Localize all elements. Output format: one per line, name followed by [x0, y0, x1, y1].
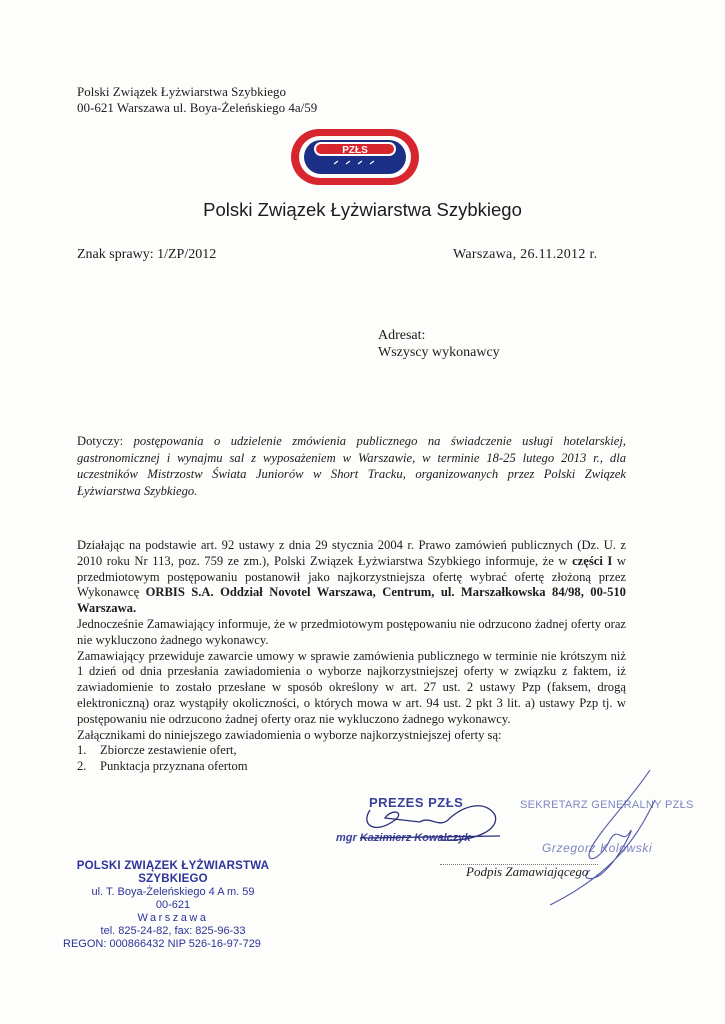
winning-contractor: ORBIS S.A. Oddział Novotel Warszawa, Centrum, ul. Marszałkowska 84/98, 00-510 Warszawa. [77, 585, 626, 616]
subject-text: postępowania o udzielenie zmówienia publicznego na świadczenie usługi hotelarskiej, gastronomicznej i wynajmu sal z wyposażeniem w Warszawie, w terminie 18-25 lutego 2013 r., dla uczestników Mistrzostw Świata Juniorów w Short Tracku, organizowanych przez Polski Związek Łyżwiarstwa Szybkiego. [77, 434, 626, 498]
decision-text-middle: w przedmiotowym postępowaniu postanowił jako najkorzystniejsza ofertę wybrać ofertę złożoną przez Wykonawcę [77, 553, 626, 600]
list-item-number: 2. [77, 759, 87, 774]
paragraph-attachments-intro: Załącznikami do niniejszego zawiadomienia o wyborze najkorzystniejszej oferty są: [77, 727, 502, 742]
pzls-logo [290, 128, 420, 186]
organization-title: Polski Związek Łyżwiarstwa Szybkiego [203, 199, 522, 220]
secretary-stamp [520, 799, 700, 859]
case-reference: Znak sprawy: 1/ZP/2012 [77, 247, 217, 262]
list-item [77, 759, 626, 775]
addressee-label: Adresat: [378, 328, 426, 343]
decision-part: części I [572, 553, 613, 568]
list-item-text: Punktacja przyznana ofertom [100, 759, 248, 774]
paragraph-decision [77, 538, 626, 617]
attachments-list [77, 743, 626, 775]
sender-name: Polski Związek Łyżwiarstwa Szybkiego [77, 84, 287, 99]
sender-address [77, 84, 317, 116]
president-stamp [312, 790, 512, 870]
list-item-number: 1. [77, 743, 87, 758]
addressee-block [378, 327, 500, 361]
subject-block [77, 433, 626, 499]
org-stamp-city: Warszawa [137, 912, 209, 924]
list-item-text: Zbiorcze zestawienie ofert, [100, 743, 237, 758]
decision-text-start: Działając na podstawie art. 92 ustawy z dnia 29 stycznia 2004 r. Prawo zamówień publicznych (Dz. U. z 2010 roku Nr 113, poz. 759 ze zm.), Polski Związek Łyżwiarstwa Szybkiego informuje, że w [77, 538, 626, 568]
secretary-stamp-title: SEKRETARZ GENERALNY PZŁS [520, 799, 694, 811]
org-stamp-name: POLSKI ZWIĄZEK ŁYŻWIARSTWA SZYBKIEGO [76, 860, 270, 885]
organization-stamp [63, 860, 283, 951]
paragraph-no-rejections: Jednocześnie Zamawiający informuje, że w przedmiotowym postępowaniu nie odrzucono żadnej oferty oraz nie wykluczono żadnego wykonawcy. [77, 616, 626, 647]
list-item [77, 743, 626, 759]
signature-label: Podpis Zamawiającego [466, 864, 589, 879]
letter-body [77, 538, 626, 775]
addressee-value: Wszyscy wykonawcy [378, 345, 500, 360]
org-stamp-postal: 00-621 [155, 899, 191, 911]
org-stamp-street: ul. T. Boya-Żeleńskiego 4 A m. 59 [91, 886, 255, 898]
org-stamp-regon: REGON: 000866432 NIP 526-16-97-729 [63, 938, 261, 950]
document-date: Warszawa, 26.11.2012 r. [453, 247, 598, 262]
logo-text: PZŁS [342, 145, 368, 156]
secretary-stamp-name: Grzegorz Kolowski [542, 841, 653, 855]
president-stamp-title: PREZES PZŁS [369, 795, 464, 810]
org-stamp-phone: tel. 825-24-82, fax: 825-96-33 [100, 925, 246, 937]
president-stamp-name: mgr Kazimierz Kowalczyk [336, 832, 471, 844]
sender-street: 00-621 Warszawa ul. Boya-Żeleńskiego 4a/59 [77, 100, 318, 115]
paragraph-contract-term: Zamawiający przewiduje zawarcie umowy w sprawie zamówienia publicznego w terminie nie krótszym niż 1 dzień od dnia przesłania zawiadomienia o wyborze najkorzystniejszej oferty w związku z faktem, iż zawiadomienie to zostało przesłane w sposób określony w art. 27 ust. 2 ustawy Pzp (faksem, drogą elektroniczną) oraz wystąpiły okoliczności, o których mowa w art. 94 ust. 2 pkt 3 lit. a) ustawy Pzp tj. w postępowaniu nie odrzucono żadnej oferty oraz nie wykluczono żadnego wykonawcy. [77, 648, 626, 726]
subject-label: Dotyczy: [77, 434, 124, 448]
